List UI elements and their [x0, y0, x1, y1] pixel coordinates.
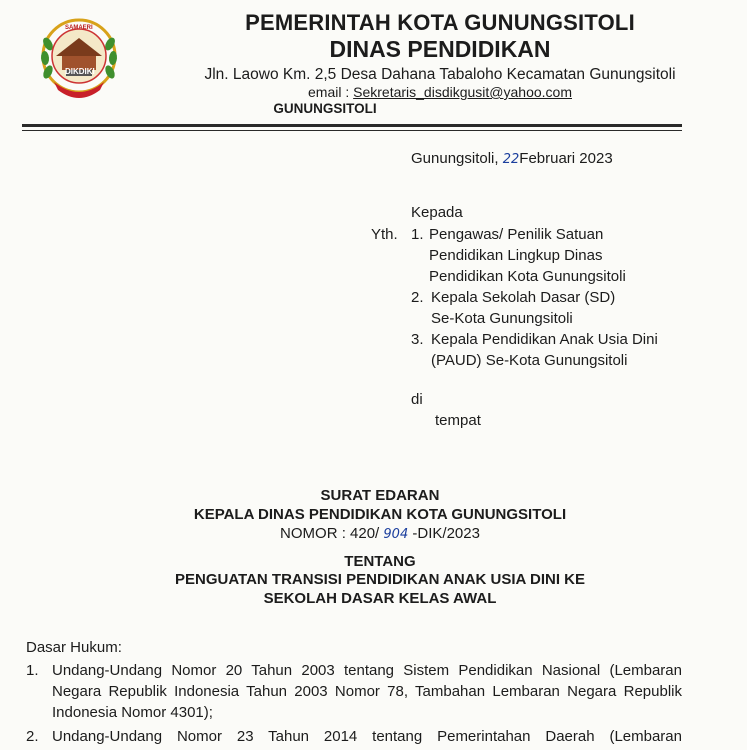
recipient-item-1-line-3: Pendidikan Kota Gunungsitoli [429, 268, 626, 285]
government-logo-emblem [38, 12, 120, 108]
letterhead-divider-thick [22, 124, 682, 127]
logo-caption-text: DIKDIKI [65, 67, 95, 76]
letterhead-email-line [130, 84, 747, 100]
date-place: Gunungsitoli, [411, 150, 499, 167]
date-month-year: Februari 2023 [519, 150, 613, 167]
subject-line-2: SEKOLAH DASAR KELAS AWAL [263, 590, 497, 607]
nomor-prefix: NOMOR : 420/ [280, 525, 380, 542]
subject-line-1: PENGUATAN TRANSISI PENDIDIKAN ANAK USIA DINI KE [174, 571, 586, 588]
yth-label: Yth. [371, 226, 398, 243]
kepada-label: Kepada [411, 204, 463, 221]
tempat-label: tempat [435, 412, 481, 429]
recipient-item-2-number: 2. [411, 289, 424, 306]
tentang-heading: TENTANG [344, 553, 416, 570]
nomor-handwritten: 904 [383, 527, 409, 542]
dasar-hukum-item-2-number: 2. [26, 728, 39, 745]
letterhead-office-name: DINAS PENDIDIKAN [329, 36, 551, 62]
letterhead-divider-thin [22, 130, 682, 131]
recipient-item-1-number: 1. [411, 226, 424, 243]
letterhead-city: GUNUNGSITOLI [273, 101, 377, 116]
letter-issuer-title: KEPALA DINAS PENDIDIKAN KOTA GUNUNGSITOLI [193, 506, 567, 523]
dasar-hukum-item-1-number: 1. [26, 662, 39, 679]
letterhead-government-name: PEMERINTAH KOTA GUNUNGSITOLI [245, 10, 635, 35]
dasar-hukum-item-2-text: Undang-Undang Nomor 23 Tahun 2014 tentang Pemerintahan Daerah (Lembaran [52, 728, 682, 745]
recipient-item-1-line-2: Pendidikan Lingkup Dinas [429, 247, 603, 264]
nomor-suffix: -DIK/2023 [412, 525, 480, 542]
recipient-item-2-line-2: Se-Kota Gunungsitoli [431, 310, 573, 327]
dasar-hukum-heading: Dasar Hukum: [26, 639, 122, 656]
di-label: di [411, 391, 423, 408]
letter-date [411, 150, 613, 169]
recipient-item-2-line-1: Kepala Sekolah Dasar (SD) [431, 289, 616, 306]
recipient-item-3-line-1: Kepala Pendidikan Anak Usia Dini [431, 331, 658, 348]
letter-number [100, 525, 660, 544]
letterhead-address: Jln. Laowo Km. 2,5 Desa Dahana Tabaloho Kecamatan Gunungsitoli [204, 66, 676, 83]
dasar-hukum-item-1-text: Undang-Undang Nomor 20 Tahun 2003 tentang Sistem Pendidikan Nasional (Lembaran Negara Republik Indonesia Tahun 2003 Nomor 78, Tambahan Lembaran Negara Republik Indonesia Nomor 4301); [52, 662, 682, 721]
letter-type-title: SURAT EDARAN [320, 487, 440, 504]
email-address-link[interactable]: Sekretaris_disdikgusit@yahoo.com [353, 84, 572, 100]
recipient-item-3-line-2: (PAUD) Se-Kota Gunungsitoli [431, 352, 628, 369]
logo-top-text: SAMAERI [65, 25, 93, 31]
date-day-handwritten: 22 [502, 152, 520, 167]
recipient-item-3-number: 3. [411, 331, 424, 348]
email-label: email : [308, 84, 354, 100]
recipient-item-1-line-1: Pengawas/ Penilik Satuan [429, 226, 604, 243]
